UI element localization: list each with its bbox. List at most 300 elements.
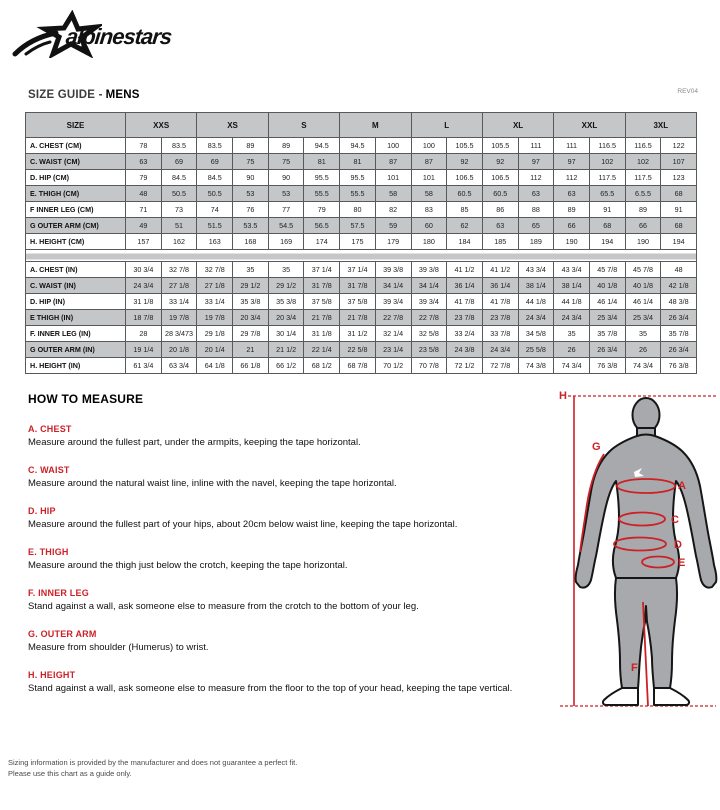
size-cell: 175 (340, 234, 376, 250)
brand-logo (10, 8, 210, 60)
size-cell: 84.5 (161, 170, 197, 186)
size-cell: 69 (161, 154, 197, 170)
size-cell: 190 (625, 234, 661, 250)
size-cell: 25 3/4 (625, 310, 661, 326)
size-cell: 116.5 (625, 138, 661, 154)
size-cell: 102 (625, 154, 661, 170)
size-cell: 39 3/4 (411, 294, 447, 310)
size-cell: 68 (661, 218, 697, 234)
size-cell: 39 3/8 (375, 262, 411, 278)
size-cell: 46 1/4 (589, 294, 625, 310)
size-cell: 89 (554, 202, 590, 218)
measure-item (28, 629, 563, 653)
size-cell: 38 1/4 (518, 278, 554, 294)
size-cell: 157 (126, 234, 162, 250)
size-cell: 76 3/8 (589, 358, 625, 374)
size-cell: 83.5 (197, 138, 233, 154)
size-table-header-row (26, 113, 697, 138)
measure-item-label: A. CHEST (28, 424, 72, 434)
label-g: G (592, 441, 601, 453)
size-cell: 31 7/8 (340, 278, 376, 294)
size-cell: 95.5 (340, 170, 376, 186)
size-cell: 35 3/8 (233, 294, 269, 310)
size-cell: 23 7/8 (482, 310, 518, 326)
size-cell: 69 (197, 154, 233, 170)
measure-item-label: G. OUTER ARM (28, 629, 97, 639)
size-cell: 90 (268, 170, 304, 186)
measure-item-text: Measure around the natural waist line, inline with the navel, keeping the tape horizontal. (28, 478, 397, 489)
titlebar (28, 85, 710, 103)
size-cell: 37 5/8 (340, 294, 376, 310)
size-cell: 162 (161, 234, 197, 250)
size-cell: 105.5 (482, 138, 518, 154)
row-label: D. HIP (IN) (26, 294, 126, 310)
size-cell: 51.5 (197, 218, 233, 234)
size-cell: 62 (447, 218, 483, 234)
size-cell: 35 (268, 262, 304, 278)
size-cell: 74 3/4 (625, 358, 661, 374)
size-cell: 26 3/4 (661, 310, 697, 326)
size-cell: 90 (233, 170, 269, 186)
size-cell: 57.5 (340, 218, 376, 234)
size-cell: 97 (518, 154, 554, 170)
size-cell: 32 7/8 (161, 262, 197, 278)
size-cell: 41 7/8 (447, 294, 483, 310)
size-cell: 54.5 (268, 218, 304, 234)
measure-item (28, 670, 563, 694)
size-cell: 60.5 (447, 186, 483, 202)
page-title: SIZE GUIDE - (28, 89, 103, 101)
size-cell: 35 3/8 (268, 294, 304, 310)
size-cell: 20 3/4 (233, 310, 269, 326)
size-cell: 102 (589, 154, 625, 170)
size-cell: 95.5 (304, 170, 340, 186)
size-cell: 43 3/4 (518, 262, 554, 278)
size-cell: 51 (161, 218, 197, 234)
size-cell: 42 1/8 (661, 278, 697, 294)
size-cell: 106.5 (447, 170, 483, 186)
size-cell: 30 3/4 (126, 262, 162, 278)
row-label: G OUTER ARM (CM) (26, 218, 126, 234)
footer-line-2: Please use this chart as a guide only. (8, 769, 132, 778)
size-cell: 68 (661, 186, 697, 202)
measure-item-text: Stand against a wall, ask someone else to measure from the crotch to the bottom of your leg. (28, 601, 419, 612)
size-cell: 34 1/4 (411, 278, 447, 294)
size-cell: 53.5 (233, 218, 269, 234)
size-cell: 35 (554, 326, 590, 342)
size-cell: 27 1/8 (197, 278, 233, 294)
size-cell: 55.5 (304, 186, 340, 202)
size-cell: 63 (482, 218, 518, 234)
size-cell: 48 (126, 186, 162, 202)
size-cell: 73 (161, 202, 197, 218)
size-cell: 33 1/4 (197, 294, 233, 310)
size-cell: 74 3/4 (554, 358, 590, 374)
how-to-measure-heading: HOW TO MEASURE (28, 392, 144, 406)
size-column-header: XXL (554, 113, 625, 138)
label-e: E (678, 557, 686, 569)
size-column-header: XS (197, 113, 268, 138)
table-row (26, 154, 697, 170)
size-cell: 79 (304, 202, 340, 218)
size-cell: 29 1/8 (197, 326, 233, 342)
size-cell: 86 (482, 202, 518, 218)
size-cell: 72 1/2 (447, 358, 483, 374)
size-cell: 75 (268, 154, 304, 170)
size-cell: 24 3/4 (126, 278, 162, 294)
size-cell: 21 7/8 (304, 310, 340, 326)
measure-item-text: Measure around the fullest part, under the armpits, keeping the tape horizontal. (28, 437, 361, 448)
table-row (26, 310, 697, 326)
size-cell: 81 (304, 154, 340, 170)
size-cell: 101 (375, 170, 411, 186)
size-cell: 63 (518, 186, 554, 202)
size-column-header: 3XL (625, 113, 696, 138)
right-foot (654, 688, 689, 705)
size-cell: 55.5 (340, 186, 376, 202)
table-row (26, 186, 697, 202)
size-cell: 19 7/8 (197, 310, 233, 326)
row-label: D. HIP (CM) (26, 170, 126, 186)
measure-item (28, 547, 563, 571)
size-cell: 20 3/4 (268, 310, 304, 326)
size-cell: 89 (268, 138, 304, 154)
row-label: A. CHEST (CM) (26, 138, 126, 154)
size-cell: 24 3/4 (482, 342, 518, 358)
size-cell: 112 (518, 170, 554, 186)
size-cell: 35 (625, 326, 661, 342)
size-cell: 49 (126, 218, 162, 234)
size-column-header: XL (482, 113, 553, 138)
size-cell: 41 1/2 (482, 262, 518, 278)
size-cell: 21 1/2 (268, 342, 304, 358)
size-cell: 63 (126, 154, 162, 170)
head (633, 398, 660, 432)
size-cell: 60 (411, 218, 447, 234)
size-cell: 189 (518, 234, 554, 250)
size-column-header: XXS (126, 113, 197, 138)
size-cell: 64 1/8 (197, 358, 233, 374)
size-cell: 24 3/4 (554, 310, 590, 326)
size-cell: 184 (447, 234, 483, 250)
size-cell: 43 3/4 (554, 262, 590, 278)
size-cell: 26 (554, 342, 590, 358)
size-cell: 122 (661, 138, 697, 154)
size-cell: 111 (554, 138, 590, 154)
size-cell: 68 1/2 (304, 358, 340, 374)
size-cell: 44 1/8 (554, 294, 590, 310)
size-table (25, 112, 697, 374)
size-cell: 116.5 (589, 138, 625, 154)
size-cell: 41 7/8 (482, 294, 518, 310)
size-cell: 26 3/4 (661, 342, 697, 358)
size-cell: 179 (375, 234, 411, 250)
row-label: C. WAIST (CM) (26, 154, 126, 170)
table-row (26, 138, 697, 154)
size-cell: 31 1/2 (340, 326, 376, 342)
size-cell: 66 1/2 (268, 358, 304, 374)
measure-item-label: D. HIP (28, 506, 56, 516)
size-cell: 60.5 (482, 186, 518, 202)
revision-label: REV04 (677, 88, 698, 95)
size-cell: 194 (661, 234, 697, 250)
size-cell: 75 (233, 154, 269, 170)
how-to-measure-section (28, 392, 563, 711)
size-cell: 24 3/4 (518, 310, 554, 326)
size-cell: 88 (518, 202, 554, 218)
size-cell: 35 7/8 (661, 326, 697, 342)
size-cell: 81 (340, 154, 376, 170)
table-row (26, 218, 697, 234)
table-row (26, 326, 697, 342)
size-table-body (26, 138, 697, 374)
size-cell: 65 (518, 218, 554, 234)
table-row (26, 358, 697, 374)
size-cell: 53 (233, 186, 269, 202)
size-cell: 72 7/8 (482, 358, 518, 374)
size-cell: 92 (447, 154, 483, 170)
size-cell: 19 1/4 (126, 342, 162, 358)
size-cell: 40 1/8 (625, 278, 661, 294)
size-cell: 58 (411, 186, 447, 202)
size-cell: 63 3/4 (161, 358, 197, 374)
measure-item-label: H. HEIGHT (28, 670, 76, 680)
size-cell: 70 1/2 (375, 358, 411, 374)
row-label: C. WAIST (IN) (26, 278, 126, 294)
size-cell: 21 7/8 (340, 310, 376, 326)
table-row (26, 170, 697, 186)
size-cell: 31 7/8 (304, 278, 340, 294)
size-cell: 32 5/8 (411, 326, 447, 342)
size-cell: 33 1/4 (161, 294, 197, 310)
measure-item-text: Measure around the fullest part of your hips, about 20cm below waist line, keeping the tape horizontal. (28, 519, 458, 530)
size-cell: 21 (233, 342, 269, 358)
measure-item (28, 424, 563, 448)
size-cell: 169 (268, 234, 304, 250)
size-cell: 78 (126, 138, 162, 154)
label-f: F (631, 662, 638, 674)
size-cell: 94.5 (304, 138, 340, 154)
size-cell: 45 7/8 (625, 262, 661, 278)
size-cell: 83.5 (161, 138, 197, 154)
size-cell: 79 (126, 170, 162, 186)
section-separator-row (26, 250, 697, 262)
how-to-measure-list (28, 424, 563, 694)
size-cell: 97 (554, 154, 590, 170)
measure-item-text: Measure from shoulder (Humerus) to wrist. (28, 642, 209, 653)
size-cell: 33 7/8 (482, 326, 518, 342)
size-cell: 83 (411, 202, 447, 218)
size-cell: 58 (375, 186, 411, 202)
row-label: F. INNER LEG (IN) (26, 326, 126, 342)
measure-item-label: C. WAIST (28, 465, 70, 475)
size-cell: 87 (411, 154, 447, 170)
size-cell: 123 (661, 170, 697, 186)
size-cell: 22 7/8 (411, 310, 447, 326)
size-cell: 106.5 (482, 170, 518, 186)
size-cell: 32 7/8 (197, 262, 233, 278)
size-cell: 20 1/4 (197, 342, 233, 358)
size-cell: 31 1/8 (126, 294, 162, 310)
row-label: H. HEIGHT (IN) (26, 358, 126, 374)
size-cell: 89 (233, 138, 269, 154)
size-cell: 117.5 (625, 170, 661, 186)
size-cell: 91 (589, 202, 625, 218)
size-cell: 45 7/8 (589, 262, 625, 278)
size-cell: 23 1/4 (375, 342, 411, 358)
measure-item (28, 506, 563, 530)
label-a: A (678, 480, 686, 492)
size-cell: 39 3/4 (375, 294, 411, 310)
size-cell: 89 (625, 202, 661, 218)
size-column-header: S (268, 113, 339, 138)
size-cell: 80 (340, 202, 376, 218)
measure-item-label: F. INNER LEG (28, 588, 89, 598)
measure-item-text: Measure around the thigh just below the crotch, keeping the tape horizontal. (28, 560, 348, 571)
size-cell: 107 (661, 154, 697, 170)
size-cell: 32 1/4 (375, 326, 411, 342)
size-cell: 180 (411, 234, 447, 250)
size-cell: 66 (625, 218, 661, 234)
size-cell: 68 (589, 218, 625, 234)
size-cell: 111 (518, 138, 554, 154)
size-cell: 40 1/8 (589, 278, 625, 294)
size-cell: 41 1/2 (447, 262, 483, 278)
size-cell: 61 3/4 (126, 358, 162, 374)
size-cell: 23 5/8 (411, 342, 447, 358)
size-cell: 100 (375, 138, 411, 154)
row-label: G OUTER ARM (IN) (26, 342, 126, 358)
size-column-header: L (411, 113, 482, 138)
size-cell: 50.5 (197, 186, 233, 202)
size-cell: 91 (661, 202, 697, 218)
size-cell: 74 (197, 202, 233, 218)
size-cell: 70 7/8 (411, 358, 447, 374)
size-cell: 87 (375, 154, 411, 170)
size-cell: 37 5/8 (304, 294, 340, 310)
size-cell: 71 (126, 202, 162, 218)
size-cell: 36 1/4 (447, 278, 483, 294)
size-cell: 190 (554, 234, 590, 250)
size-cell: 194 (589, 234, 625, 250)
table-row (26, 202, 697, 218)
size-cell: 25 5/8 (518, 342, 554, 358)
size-cell: 34 5/8 (518, 326, 554, 342)
size-cell: 63 (554, 186, 590, 202)
size-cell: 117.5 (589, 170, 625, 186)
row-label: A. CHEST (IN) (26, 262, 126, 278)
measure-item-label: E. THIGH (28, 547, 69, 557)
size-cell: 24 3/8 (447, 342, 483, 358)
size-cell: 77 (268, 202, 304, 218)
size-cell: 27 1/8 (161, 278, 197, 294)
measure-item (28, 465, 563, 489)
size-cell: 37 1/4 (304, 262, 340, 278)
label-c: C (671, 514, 679, 526)
size-cell: 66 (554, 218, 590, 234)
size-cell: 174 (304, 234, 340, 250)
size-cell: 46 1/4 (625, 294, 661, 310)
size-cell: 33 2/4 (447, 326, 483, 342)
size-cell: 74 3/8 (518, 358, 554, 374)
size-cell: 105.5 (447, 138, 483, 154)
size-cell: 56.5 (304, 218, 340, 234)
size-cell: 65.5 (589, 186, 625, 202)
measure-item (28, 588, 563, 612)
table-row (26, 234, 697, 250)
size-cell: 185 (482, 234, 518, 250)
size-cell: 37 1/4 (340, 262, 376, 278)
row-label: E THIGH (IN) (26, 310, 126, 326)
footer-disclaimer (8, 757, 297, 779)
size-cell: 22 5/8 (340, 342, 376, 358)
table-row (26, 262, 697, 278)
size-cell: 30 1/4 (268, 326, 304, 342)
size-cell: 38 1/4 (554, 278, 590, 294)
size-cell: 100 (411, 138, 447, 154)
size-cell: 168 (233, 234, 269, 250)
page-title-gender: MENS (105, 89, 140, 101)
size-cell: 50.5 (161, 186, 197, 202)
size-cell: 53 (268, 186, 304, 202)
torso-and-arms (576, 435, 717, 588)
size-cell: 76 (233, 202, 269, 218)
size-cell: 68 7/8 (340, 358, 376, 374)
table-row (26, 278, 697, 294)
size-cell: 39 3/8 (411, 262, 447, 278)
size-cell: 28 3/473 (161, 326, 197, 342)
row-label: H. HEIGHT (CM) (26, 234, 126, 250)
size-cell: 92 (482, 154, 518, 170)
size-cell: 31 1/8 (304, 326, 340, 342)
size-cell: 25 3/4 (589, 310, 625, 326)
size-cell: 85 (447, 202, 483, 218)
size-cell: 26 (625, 342, 661, 358)
size-cell: 22 1/4 (304, 342, 340, 358)
table-row (26, 294, 697, 310)
size-cell: 101 (411, 170, 447, 186)
size-cell: 29 1/2 (268, 278, 304, 294)
size-cell: 84.5 (197, 170, 233, 186)
size-cell: 22 7/8 (375, 310, 411, 326)
size-cell: 28 (126, 326, 162, 342)
size-cell: 48 (661, 262, 697, 278)
size-cell: 35 (233, 262, 269, 278)
measure-item-text: Stand against a wall, ask someone else to measure from the floor to the top of your head, keeping the tape vertical. (28, 683, 513, 694)
size-cell: 59 (375, 218, 411, 234)
size-cell: 6.5.5 (625, 186, 661, 202)
size-cell: 82 (375, 202, 411, 218)
left-foot (603, 688, 638, 705)
size-cell: 112 (554, 170, 590, 186)
brand-wordmark: alpinestars (64, 24, 173, 49)
size-cell: 44 1/8 (518, 294, 554, 310)
row-label: E. THIGH (CM) (26, 186, 126, 202)
size-cell: 35 7/8 (589, 326, 625, 342)
size-cell: 163 (197, 234, 233, 250)
size-cell: 23 7/8 (447, 310, 483, 326)
size-cell: 66 1/8 (233, 358, 269, 374)
size-cell: 48 3/8 (661, 294, 697, 310)
label-h: H (559, 390, 567, 402)
size-cell: 19 7/8 (161, 310, 197, 326)
size-column-header: SIZE (26, 113, 126, 138)
footer-line-1: Sizing information is provided by the manufacturer and does not guarantee a perfect fit. (8, 758, 298, 767)
measurement-figure (558, 388, 720, 718)
size-column-header: M (340, 113, 411, 138)
size-cell: 29 1/2 (233, 278, 269, 294)
row-label: F INNER LEG (CM) (26, 202, 126, 218)
